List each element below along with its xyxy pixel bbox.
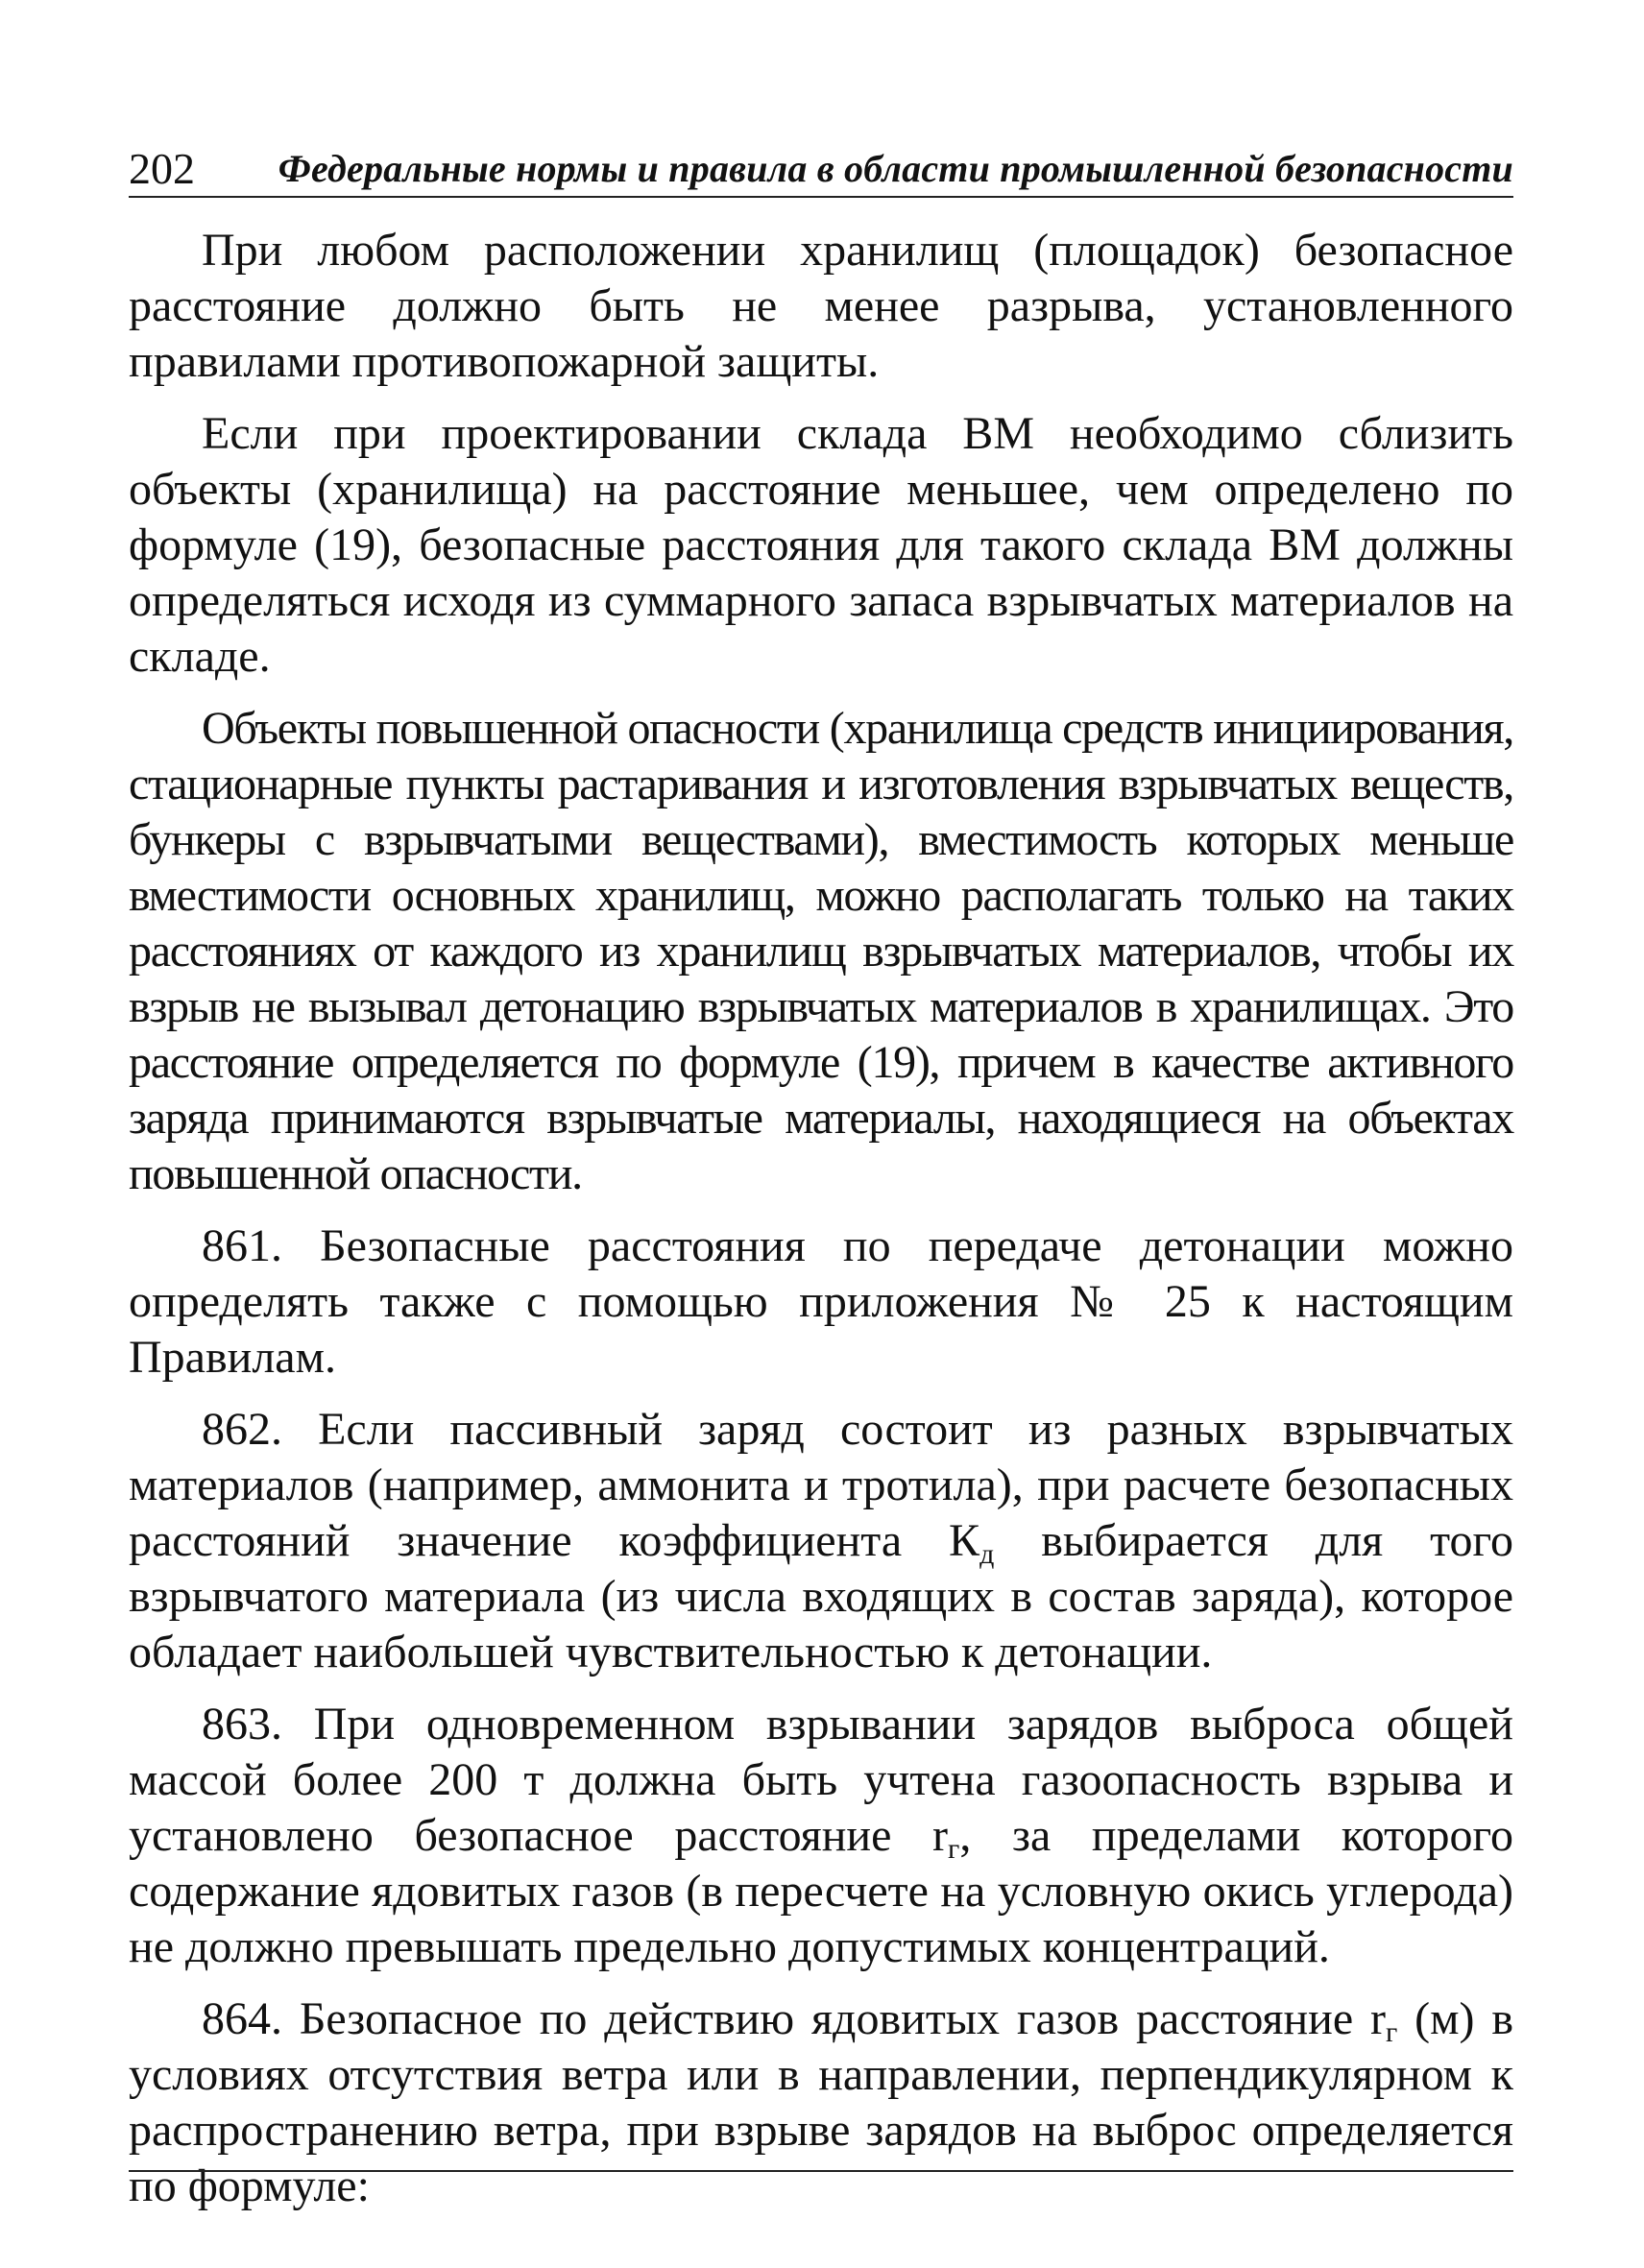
paragraph-863 — [129, 1697, 1513, 1975]
paragraph-864-text-after: (м) в условиях отсутствия ветра или в направлении, перпендикулярном к распространению ветра, при взрыве зарядов на выброс определяется по формуле: — [129, 1993, 1513, 2211]
paragraph-863-text-after: , за пределами которого содержание ядовитых газов (в пересчете на условную окись углерода) не должно превышать предельно допустимых концентраций. — [129, 1810, 1513, 1972]
paragraph-864-text-before: 864. Безопасное по действию ядовитых газов расстояние r — [202, 1993, 1386, 2044]
paragraph-fire-safety-distance: При любом расположении хранилищ (площадок) безопасное расстояние должно быть не менее разрыва, установленного правилами противопожарной защиты. — [129, 225, 1513, 387]
page-number: 202 — [129, 144, 195, 193]
paragraph-864 — [129, 1991, 1513, 2214]
paragraph-warehouse-design: Если при проектировании склада ВМ необходимо сблизить объекты (хранилища) на расстояние меньшее, чем определено по формуле (19), безопасные расстояния для такого склада ВМ должны определяться исходя из суммарного запаса взрывчатых материалов на складе. — [129, 408, 1513, 682]
paragraph-863-text-before: 863. При одновременном взрывании зарядов выброса общей массой более 200 т должна быть учтена газоопасность взрыва и установлено безопасное расстояние r — [129, 1699, 1513, 1861]
text-body — [129, 223, 1513, 2231]
distance-subscript: г — [948, 1833, 960, 1865]
running-title: Федеральные нормы и правила в области промышленной безопасности — [278, 147, 1513, 190]
bottom-rule — [129, 2170, 1513, 2172]
paragraph-862 — [129, 1402, 1513, 1680]
page-header — [129, 142, 1513, 198]
coefficient-subscript: д — [979, 1538, 995, 1570]
paragraph-high-risk-objects: Объекты повышенной опасности (хранилища средств инициирования, стационарные пункты растаривания и изготовления взрывчатых веществ, бункеры с взрывчатыми веществами), вместимость которых меньше вместимости основных хранилищ, можно располагать только на таких расстояниях от каждого из хранилищ взрывчатых материалов, чтобы их взрыв не вызывал детонацию взрывчатых материалов в хранилищах. Это расстояние определяется по формуле (19), причем в качестве активного заряда принимаются взрывчатые материалы, находящиеся на объектах повышенной опасности. — [129, 703, 1513, 1199]
distance-subscript: г — [1385, 2016, 1398, 2048]
paragraph-862-text-after: выбирается для того взрывчатого материала (из числа входящих в состав заряда), которое обладает наибольшей чувствительностью к детонации. — [129, 1515, 1513, 1677]
paragraph-862-text-before: 862. Если пассивный заряд состоит из разных взрывчатых материалов (например, аммонита и тротила), при расчете безопасных расстояний значение коэффициента К — [129, 1404, 1513, 1566]
paragraph-861: 861. Безопасные расстояния по передаче детонации можно определять также с помощью приложения № 25 к настоящим Правилам. — [129, 1220, 1513, 1383]
